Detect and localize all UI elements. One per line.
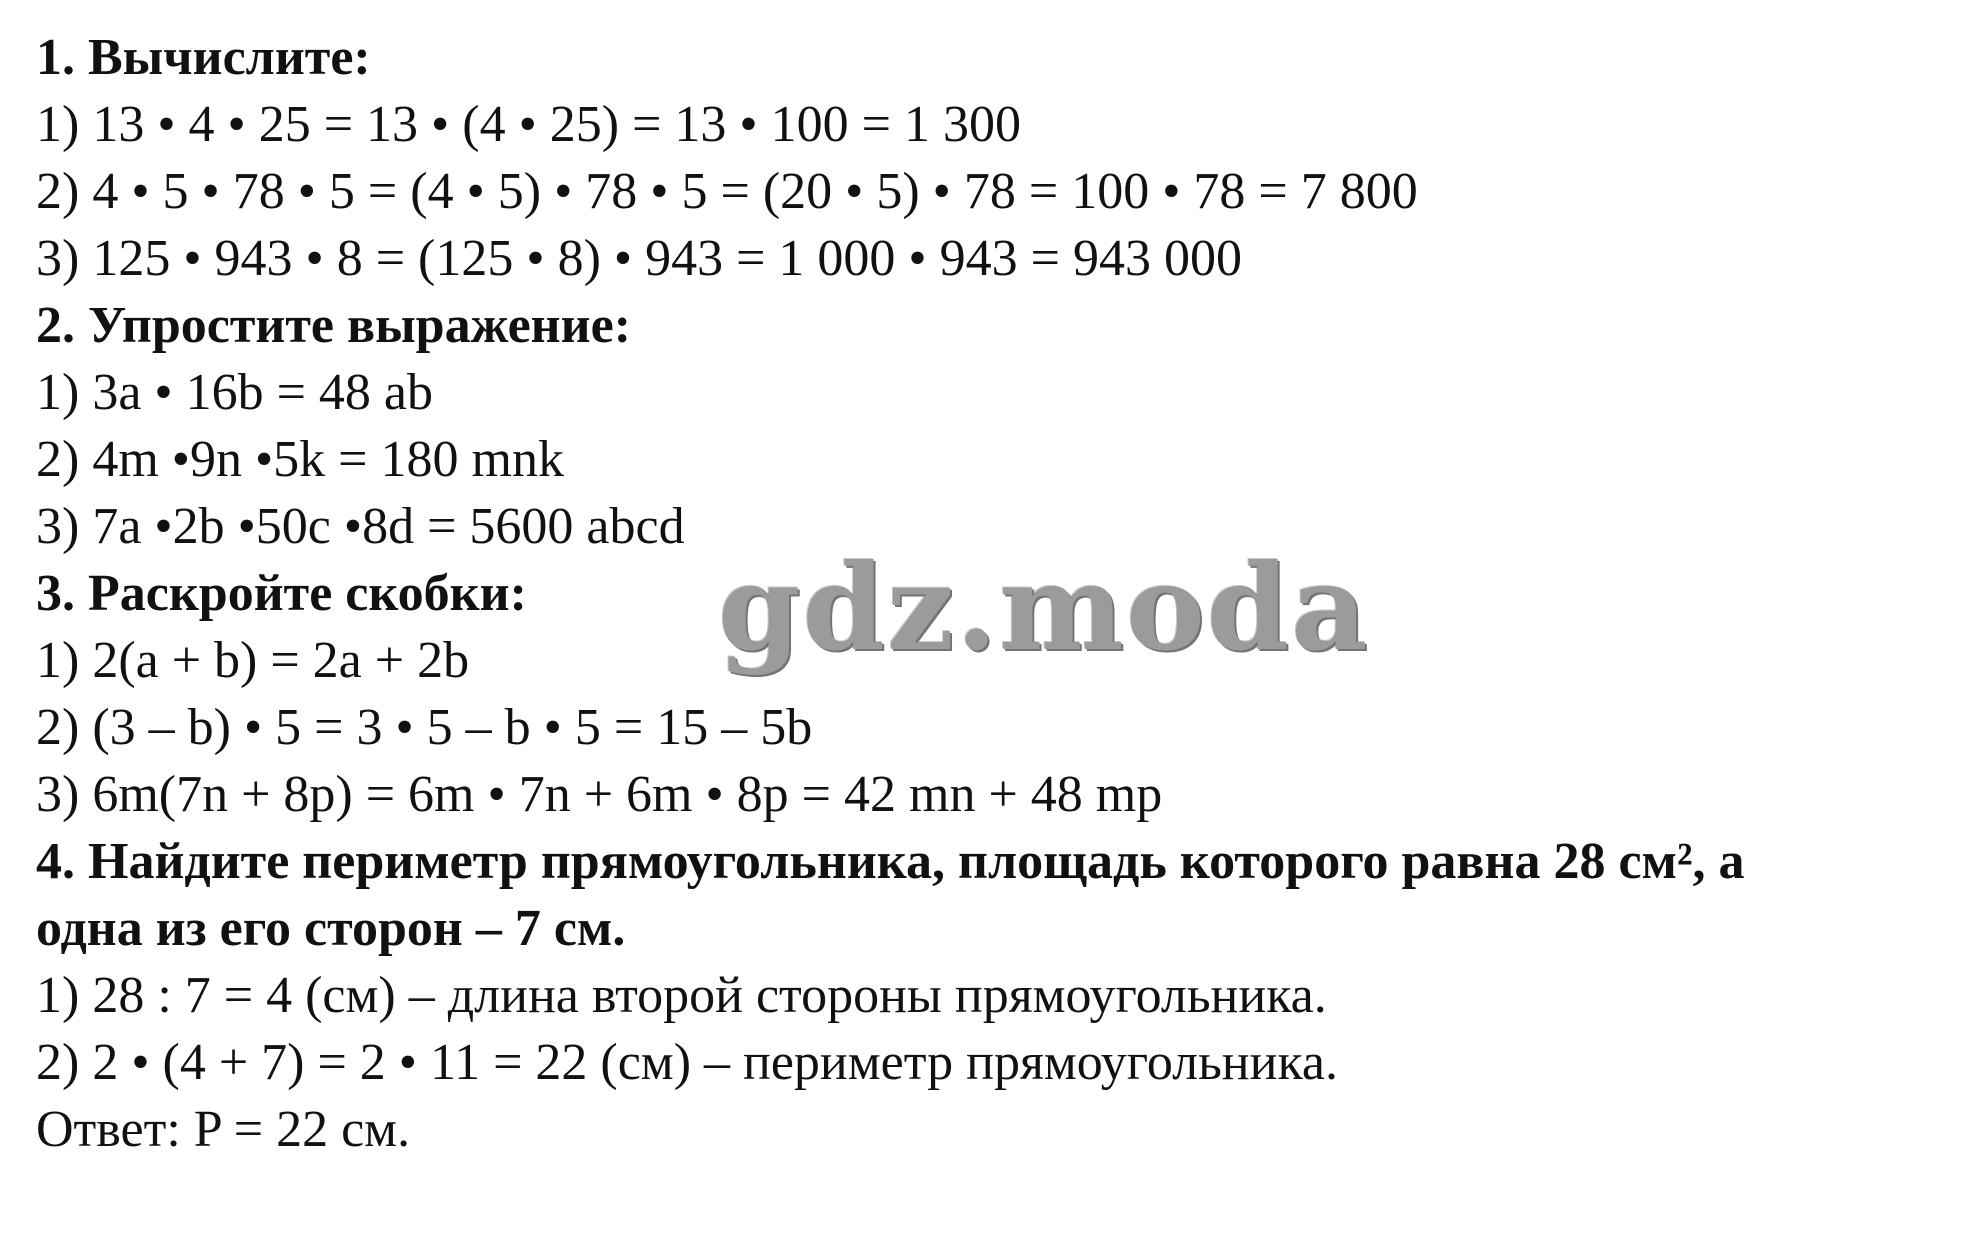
task-1-step-3: 3) 125 • 943 • 8 = (125 • 8) • 943 = 1 000 • 943 = 943 000	[36, 230, 1242, 287]
task-4-step-1: 1) 28 : 7 = 4 (см) – длина второй стороны прямоугольника.	[36, 967, 1327, 1024]
task-3-step-3: 3) 6m(7n + 8p) = 6m • 7n + 6m • 8p = 42 mn + 48 mp	[36, 766, 1163, 823]
task-1-step-1: 1) 13 • 4 • 25 = 13 • (4 • 25) = 13 • 100 = 1 300	[36, 96, 1021, 153]
task-2-step-1: 1) 3a • 16b = 48 ab	[36, 364, 434, 421]
task-4-answer: Ответ: P = 22 см.	[36, 1101, 411, 1158]
task-4-heading-line-1: 4. Найдите периметр прямоугольника, площадь которого равна 28 см², а	[36, 833, 1745, 890]
task-2-step-2: 2) 4m •9n •5k = 180 mnk	[36, 431, 564, 488]
task-3-step-2: 2) (3 – b) • 5 = 3 • 5 – b • 5 = 15 – 5b	[36, 699, 813, 756]
task-1-heading: 1. Вычислите:	[36, 29, 371, 86]
task-2-heading: 2. Упростите выражение:	[36, 297, 632, 354]
watermark-logo: gdz.moda	[718, 538, 1370, 677]
task-2-step-3: 3) 7a •2b •50c •8d = 5600 abcd	[36, 498, 685, 555]
task-4-step-2: 2) 2 • (4 + 7) = 2 • 11 = 22 (см) – периметр прямоугольника.	[36, 1034, 1339, 1091]
task-4-heading-line-2: одна из его сторон – 7 см.	[36, 900, 626, 957]
task-3-heading: 3. Раскройте скобки:	[36, 565, 527, 622]
task-3-step-1: 1) 2(a + b) = 2a + 2b	[36, 632, 470, 689]
task-1-step-2: 2) 4 • 5 • 78 • 5 = (4 • 5) • 78 • 5 = (20 • 5) • 78 = 100 • 78 = 7 800	[36, 163, 1418, 220]
